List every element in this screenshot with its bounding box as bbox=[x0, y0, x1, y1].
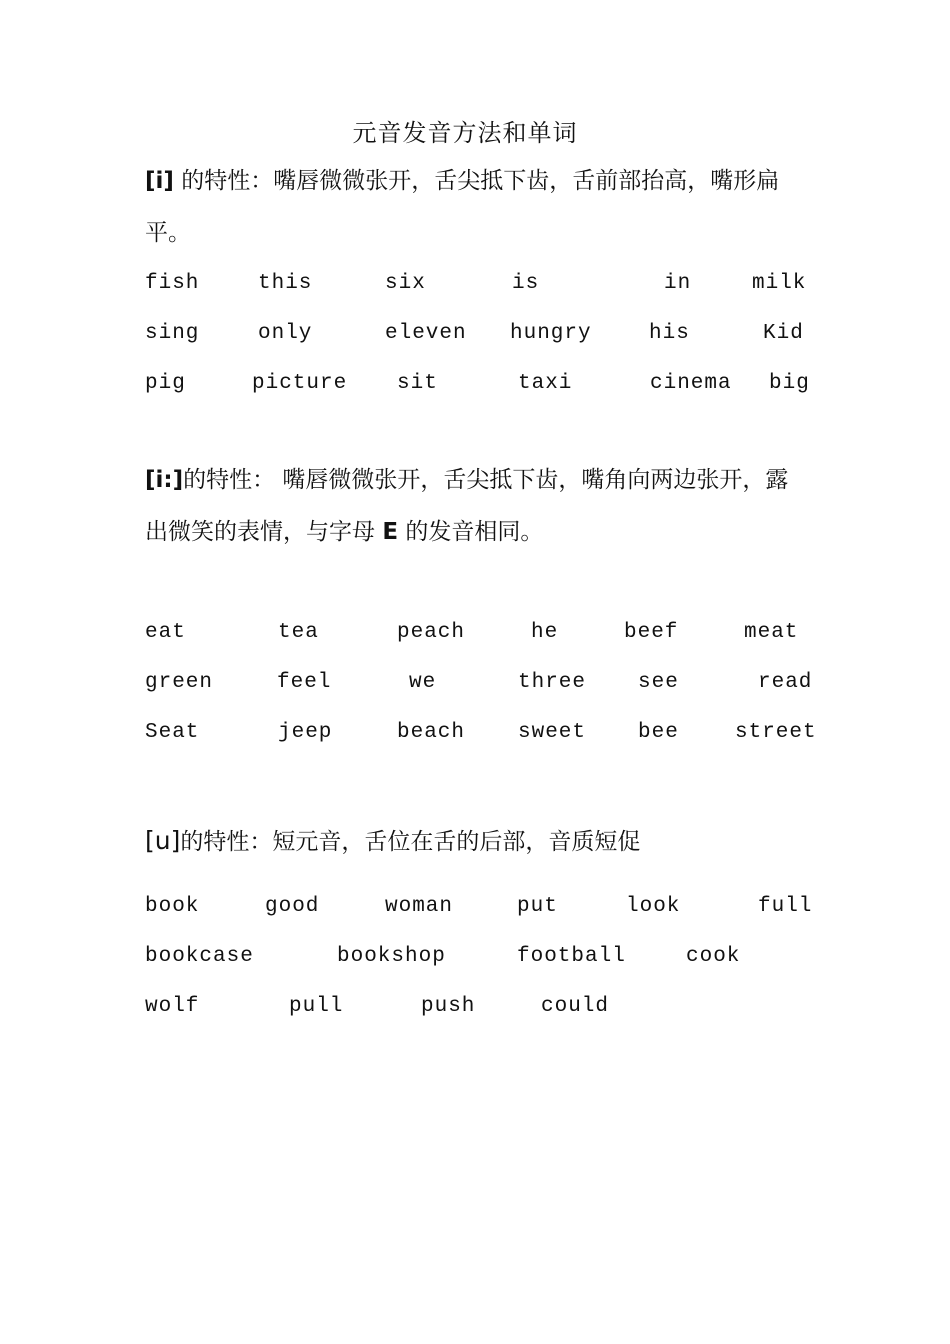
word: could bbox=[541, 995, 610, 1018]
word: tea bbox=[278, 621, 319, 644]
word: his bbox=[649, 322, 690, 345]
word: book bbox=[145, 895, 200, 918]
letter-e: E bbox=[382, 519, 399, 545]
word: feel bbox=[277, 671, 332, 694]
word: see bbox=[638, 671, 679, 694]
word: eat bbox=[145, 621, 186, 644]
word: picture bbox=[252, 372, 348, 395]
section-ii-desc-line2-post: 的发音相同。 bbox=[398, 519, 544, 545]
word: beef bbox=[624, 621, 679, 644]
word: wolf bbox=[145, 995, 200, 1018]
word: is bbox=[512, 272, 540, 295]
word: jeep bbox=[278, 721, 333, 744]
word: bookcase bbox=[145, 945, 254, 968]
word: he bbox=[531, 621, 559, 644]
word: beach bbox=[397, 721, 466, 744]
word: read bbox=[758, 671, 813, 694]
section-i-desc-line2: 平。 bbox=[145, 220, 191, 246]
word: cinema bbox=[650, 372, 732, 395]
word: this bbox=[258, 272, 313, 295]
word: fish bbox=[145, 272, 200, 295]
word-row bbox=[0, 621, 950, 651]
section-ii-desc-line1: 的特性： 嘴唇微微张开，舌尖抵下齿，嘴角向两边张开，露 bbox=[183, 467, 789, 493]
phonetic-symbol-ii: [i:] bbox=[145, 467, 184, 493]
section-u-desc-line1: 的特性：短元音，舌位在舌的后部，音质短促 bbox=[180, 829, 641, 855]
word: look bbox=[626, 895, 681, 918]
word-row bbox=[0, 671, 950, 701]
word: taxi bbox=[518, 372, 573, 395]
document-title: 元音发音方法和单词 bbox=[352, 119, 578, 147]
section-u-description bbox=[145, 815, 815, 868]
word: cook bbox=[686, 945, 741, 968]
word: in bbox=[664, 272, 692, 295]
word: woman bbox=[385, 895, 454, 918]
word: street bbox=[735, 721, 817, 744]
section-i-desc-line1: 的特性：嘴唇微微张开，舌尖抵下齿，舌前部抬高，嘴形扁 bbox=[173, 168, 780, 194]
word: sweet bbox=[518, 721, 587, 744]
word-row bbox=[0, 945, 950, 975]
word: pig bbox=[145, 372, 186, 395]
word: bookshop bbox=[337, 945, 446, 968]
word: peach bbox=[397, 621, 466, 644]
section-ii-desc-line2-pre: 出微笑的表情，与字母 bbox=[145, 519, 383, 545]
word: sit bbox=[397, 372, 438, 395]
word: sing bbox=[145, 322, 200, 345]
phonetic-symbol-i: [i] bbox=[145, 168, 174, 194]
word: put bbox=[517, 895, 558, 918]
word-row bbox=[0, 372, 950, 402]
word: green bbox=[145, 671, 214, 694]
word: six bbox=[385, 272, 426, 295]
word: only bbox=[258, 322, 313, 345]
word: bee bbox=[638, 721, 679, 744]
word-row bbox=[0, 322, 950, 352]
word: three bbox=[518, 671, 587, 694]
phonetic-symbol-u: [u] bbox=[145, 826, 181, 855]
word: meat bbox=[744, 621, 799, 644]
word: football bbox=[517, 945, 626, 968]
word: we bbox=[409, 671, 437, 694]
word: pull bbox=[289, 995, 344, 1018]
word-row bbox=[0, 272, 950, 302]
word: eleven bbox=[385, 322, 467, 345]
word: Kid bbox=[763, 322, 804, 345]
section-ii-description bbox=[145, 454, 815, 558]
word: push bbox=[421, 995, 476, 1018]
word: good bbox=[265, 895, 320, 918]
word: milk bbox=[752, 272, 807, 295]
word: big bbox=[769, 372, 810, 395]
word-row bbox=[0, 995, 950, 1025]
word: Seat bbox=[145, 721, 200, 744]
section-i-description bbox=[145, 155, 815, 259]
word: full bbox=[758, 895, 813, 918]
word-row bbox=[0, 721, 950, 751]
word-row bbox=[0, 895, 950, 925]
word: hungry bbox=[510, 322, 592, 345]
